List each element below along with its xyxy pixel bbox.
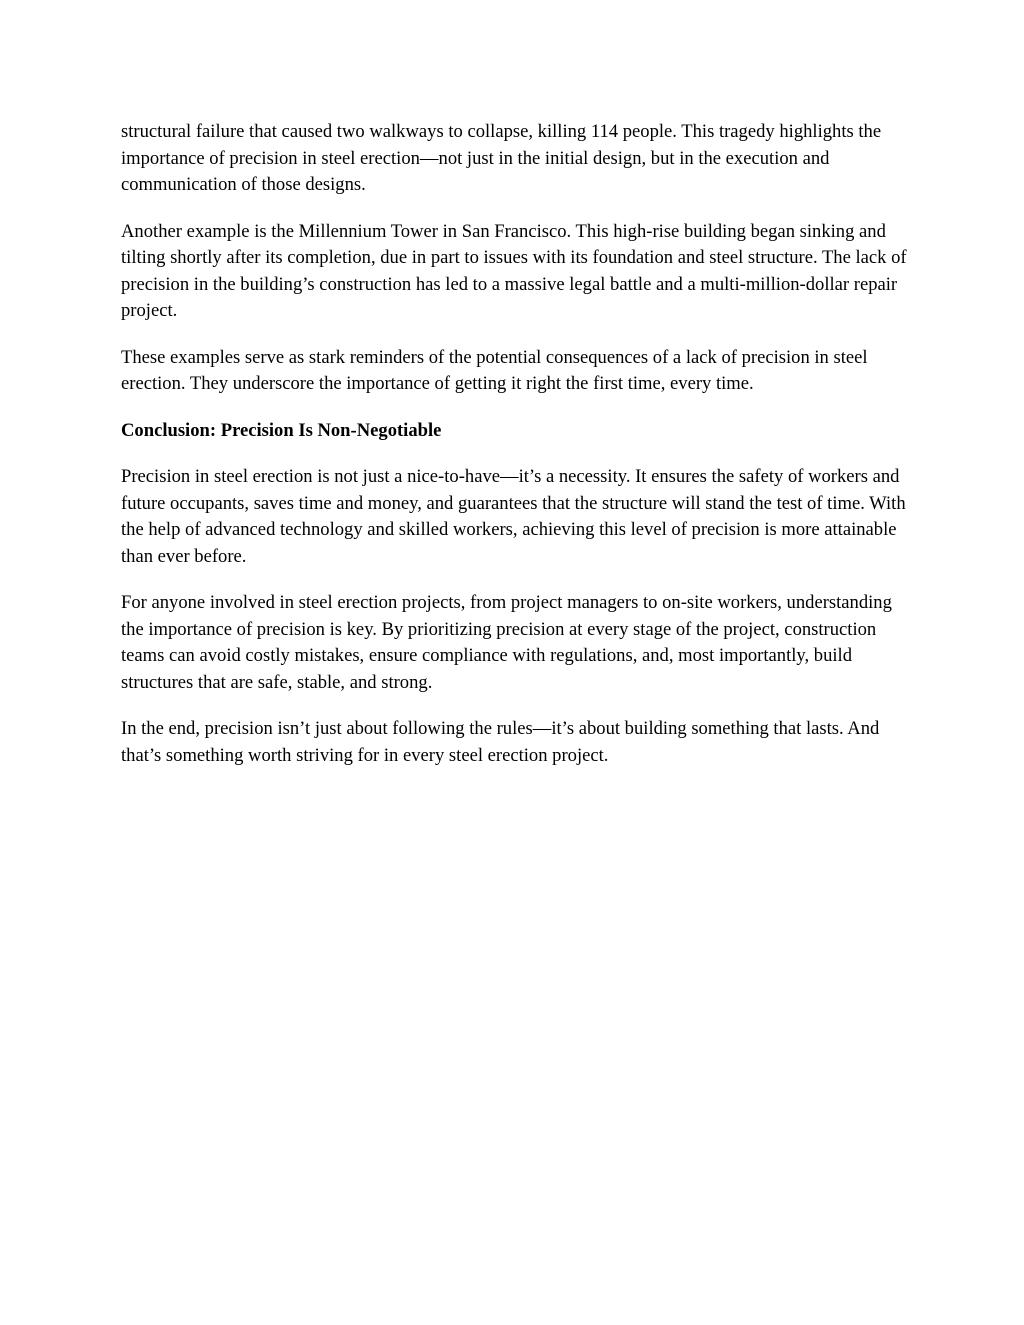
paragraph-precision-necessity: Precision in steel erection is not just a nice-to-have—it’s a necessity. It ensures the safety of workers and future occupants, saves time and money, and guarantees that the structure will stand the test of time. With the help of advanced technology and skilled workers, achieving this level of precision is more attainable than ever before. [121, 466, 906, 567]
paragraph-stark-reminders: These examples serve as stark reminders of the potential consequences of a lack of precision in steel erection. They underscore the importance of getting it right the first time, every time. [121, 346, 868, 394]
paragraph-walkway-collapse: structural failure that caused two walkways to collapse, killing 114 people. This tragedy highlights the importance of precision in steel erection—not just in the initial design, but in the execution and communication of those designs. [121, 121, 882, 195]
document-body [121, 119, 911, 789]
paragraph-project-stakeholders: For anyone involved in steel erection projects, from project managers to on-site workers, understanding the importance of precision is key. By prioritizing precision at every stage of the project, construction teams can avoid costly mistakes, ensure compliance with regulations, and, most importantly, build structures that are safe, stable, and strong. [121, 592, 892, 693]
paragraph-closing: In the end, precision isn’t just about following the rules—it’s about building something that lasts. And that’s something worth striving for in every steel erection project. [121, 718, 880, 766]
conclusion-heading: Conclusion: Precision Is Non-Negotiable [121, 419, 442, 441]
paragraph-millennium-tower: Another example is the Millennium Tower in San Francisco. This high-rise building began sinking and tilting shortly after its completion, due in part to issues with its foundation and steel structure. The lack of precision in the building’s construction has led to a massive legal battle and a multi-million-dollar repair project. [121, 220, 907, 321]
